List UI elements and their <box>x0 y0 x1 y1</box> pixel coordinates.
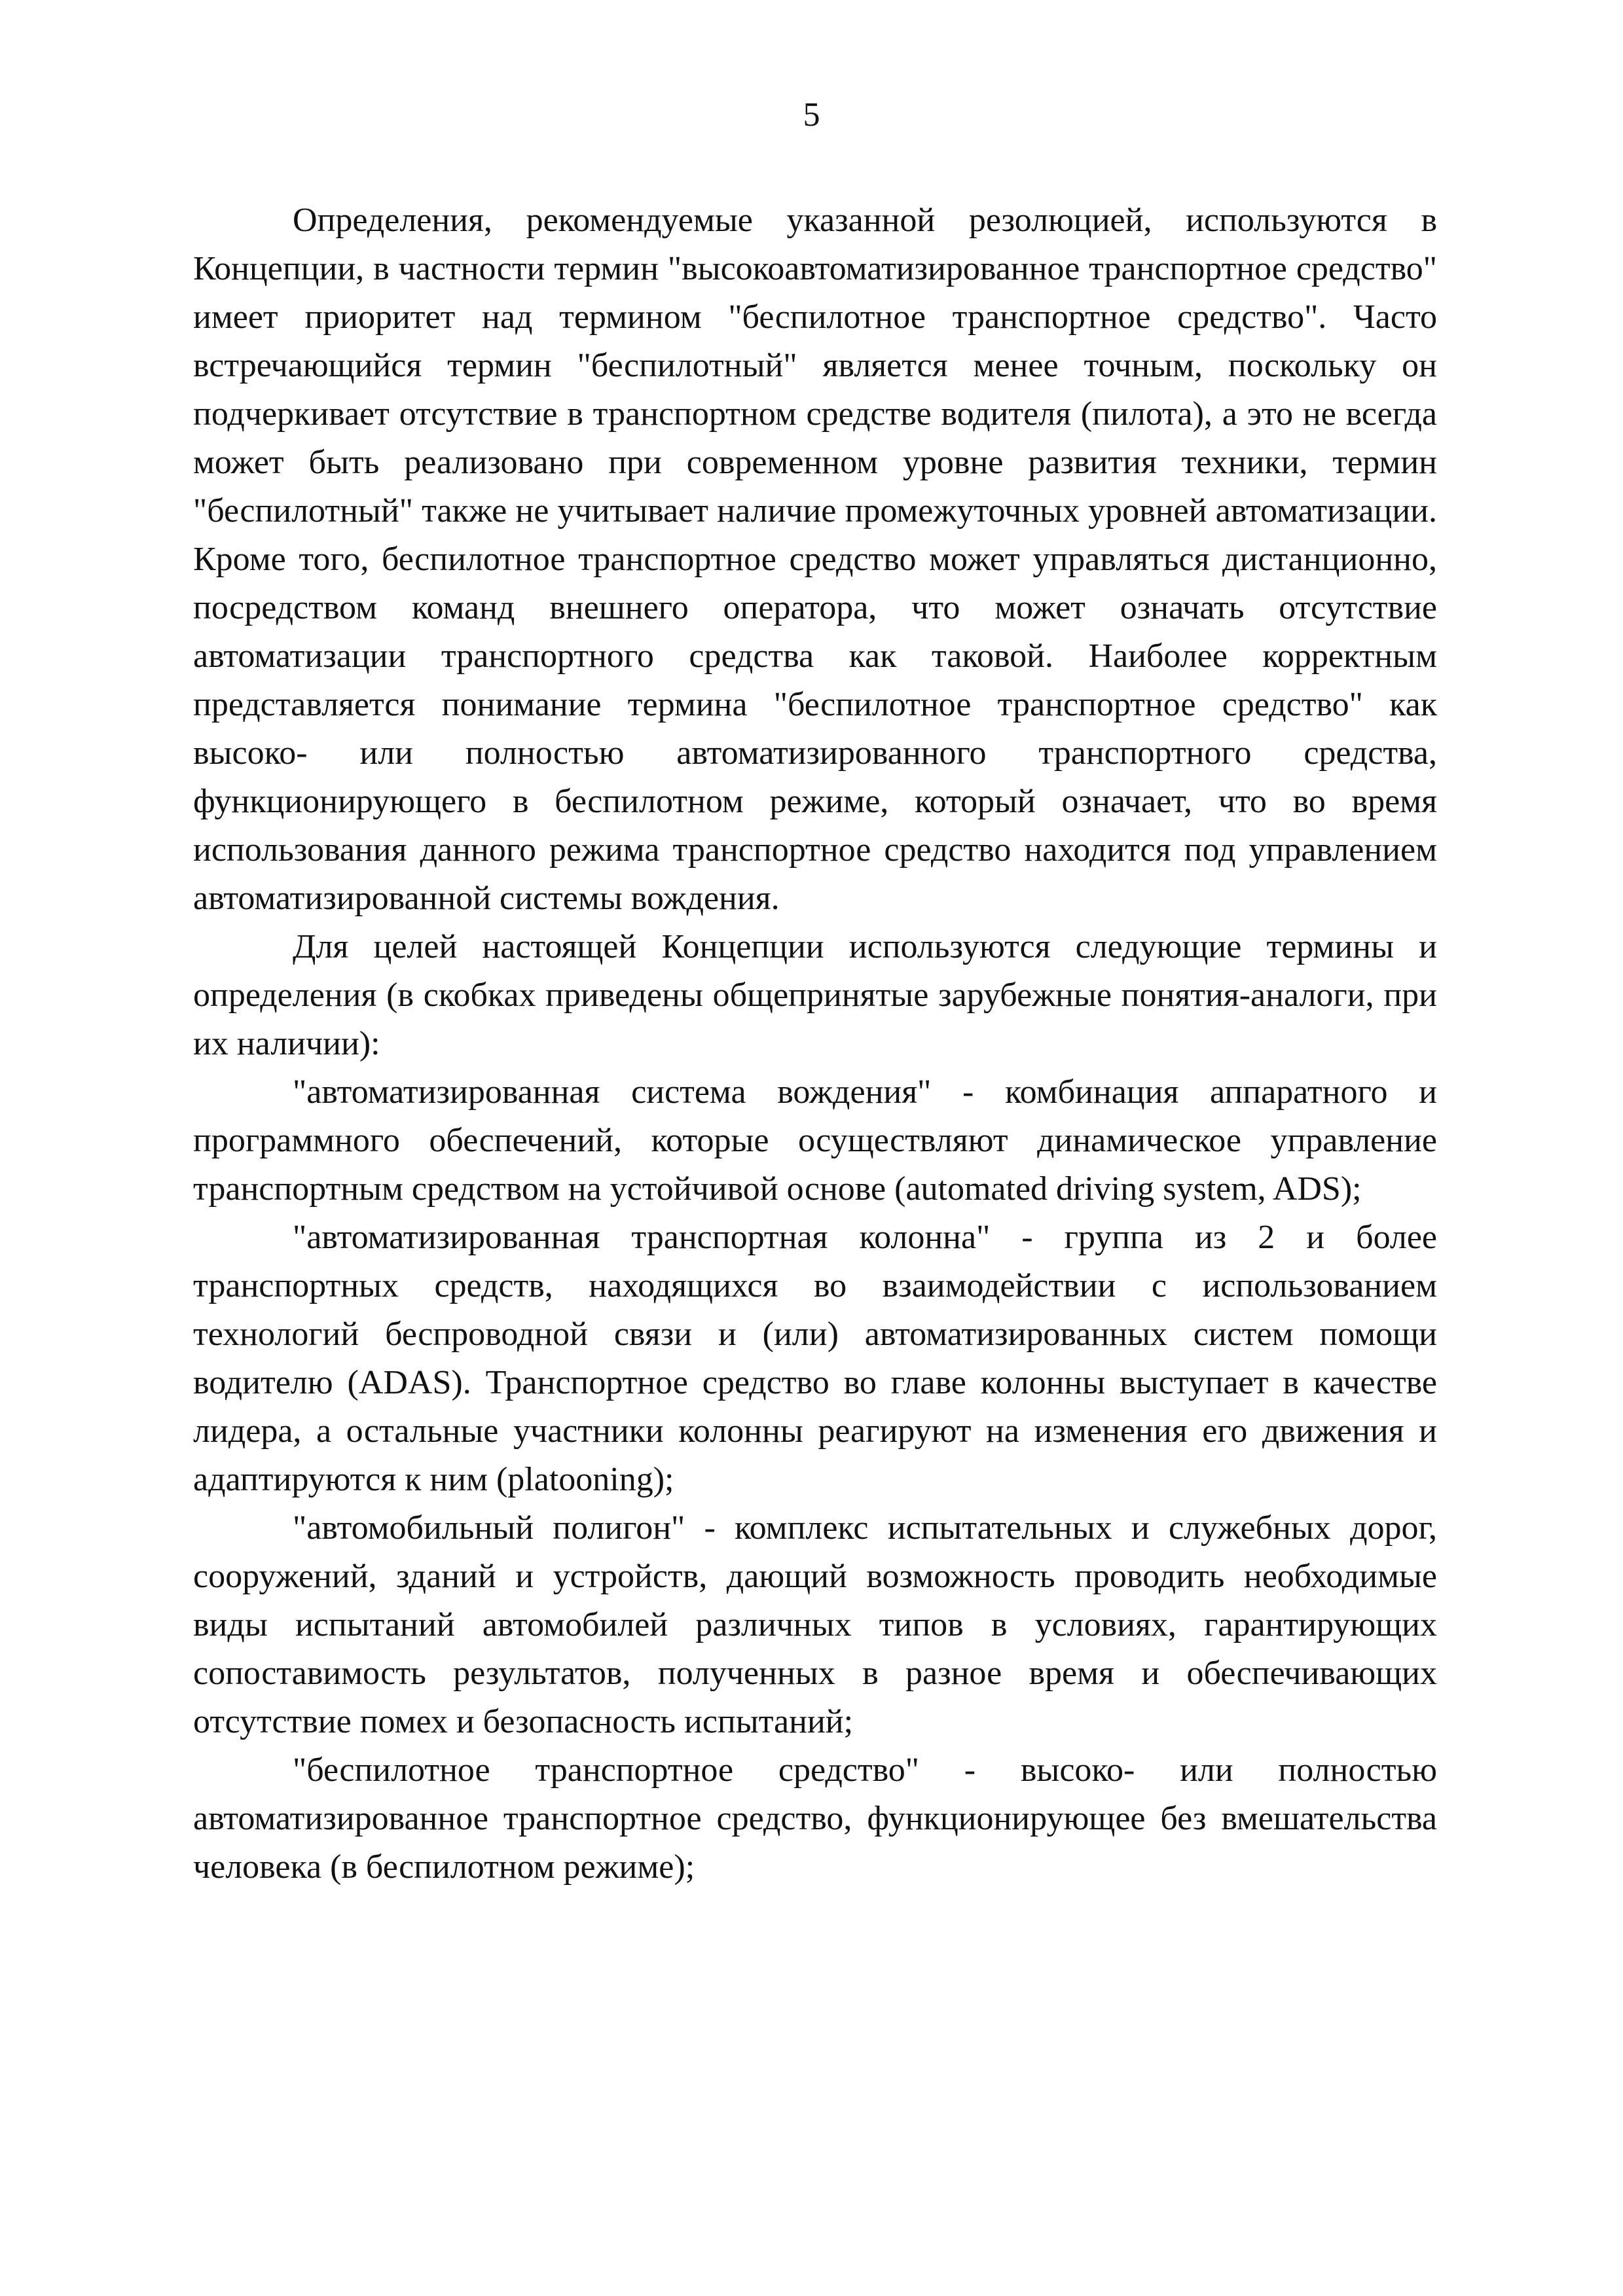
page-number: 5 <box>803 96 820 134</box>
paragraph-term-test-ground: "автомобильный полигон" - комплекс испытательных и служебных дорог, сооружений, зданий и устройств, дающий возможность проводить необходимые виды испытаний автомобилей различных типов в условиях, гарантирующих сопоставимость результатов, полученных в разное время и обеспечивающих отсутствие помех и безопасность испытаний; <box>193 1509 1437 1740</box>
paragraph-term-ads: "автоматизированная система вождения" - комбинация аппаратного и программного обеспечений, которые осуществляют динамическое управление транспортным средством на устойчивой основе (automated driving system, ADS); <box>193 1073 1437 1208</box>
paragraph-terms-intro: Для целей настоящей Концепции используются следующие термины и определения (в скобках приведены общепринятые зарубежные понятия-аналоги, при их наличии): <box>193 928 1437 1062</box>
paragraph-term-platooning: "автоматизированная транспортная колонна" - группа из 2 и более транспортных средств, находящихся во взаимодействии с использованием технологий беспроводной связи и (или) автоматизированных систем помощи водителю (ADAS). Транспортное средство во главе колонны выступает в качестве лидера, а остальные участники колонны реагируют на изменения его движения и адаптируются к ним (platooning); <box>193 1219 1437 1498</box>
paragraph-definitions-intro: Определения, рекомендуемые указанной резолюцией, используются в Концепции, в частности термин "высокоавтоматизированное транспортное средство" имеет приоритет над термином "беспилотное транспортное средство". Часто встречающийся термин "беспилотный" является менее точным, поскольку он подчеркивает отсутствие в транспортном средстве водителя (пилота), а это не всегда может быть реализовано при современном уровне развития техники, термин "беспилотный" также не учитывает наличие промежуточных уровней автоматизации. Кроме того, беспилотное транспортное средство может управляться дистанционно, посредством команд внешнего оператора, что может означать отсутствие автоматизации транспортного средства как таковой. Наиболее корректным представляется понимание термина "беспилотное транспортное средство" как высоко- или полностью автоматизированного транспортного средства, функционирующего в беспилотном режиме, который означает, что во время использования данного режима транспортное средство находится под управлением автоматизированной системы вождения. <box>193 202 1437 917</box>
document-body <box>193 196 1437 1892</box>
paragraph-term-driverless-vehicle: "беспилотное транспортное средство" - высоко- или полностью автоматизированное транспортное средство, функционирующее без вмешательства человека (в беспилотном режиме); <box>193 1751 1437 1886</box>
